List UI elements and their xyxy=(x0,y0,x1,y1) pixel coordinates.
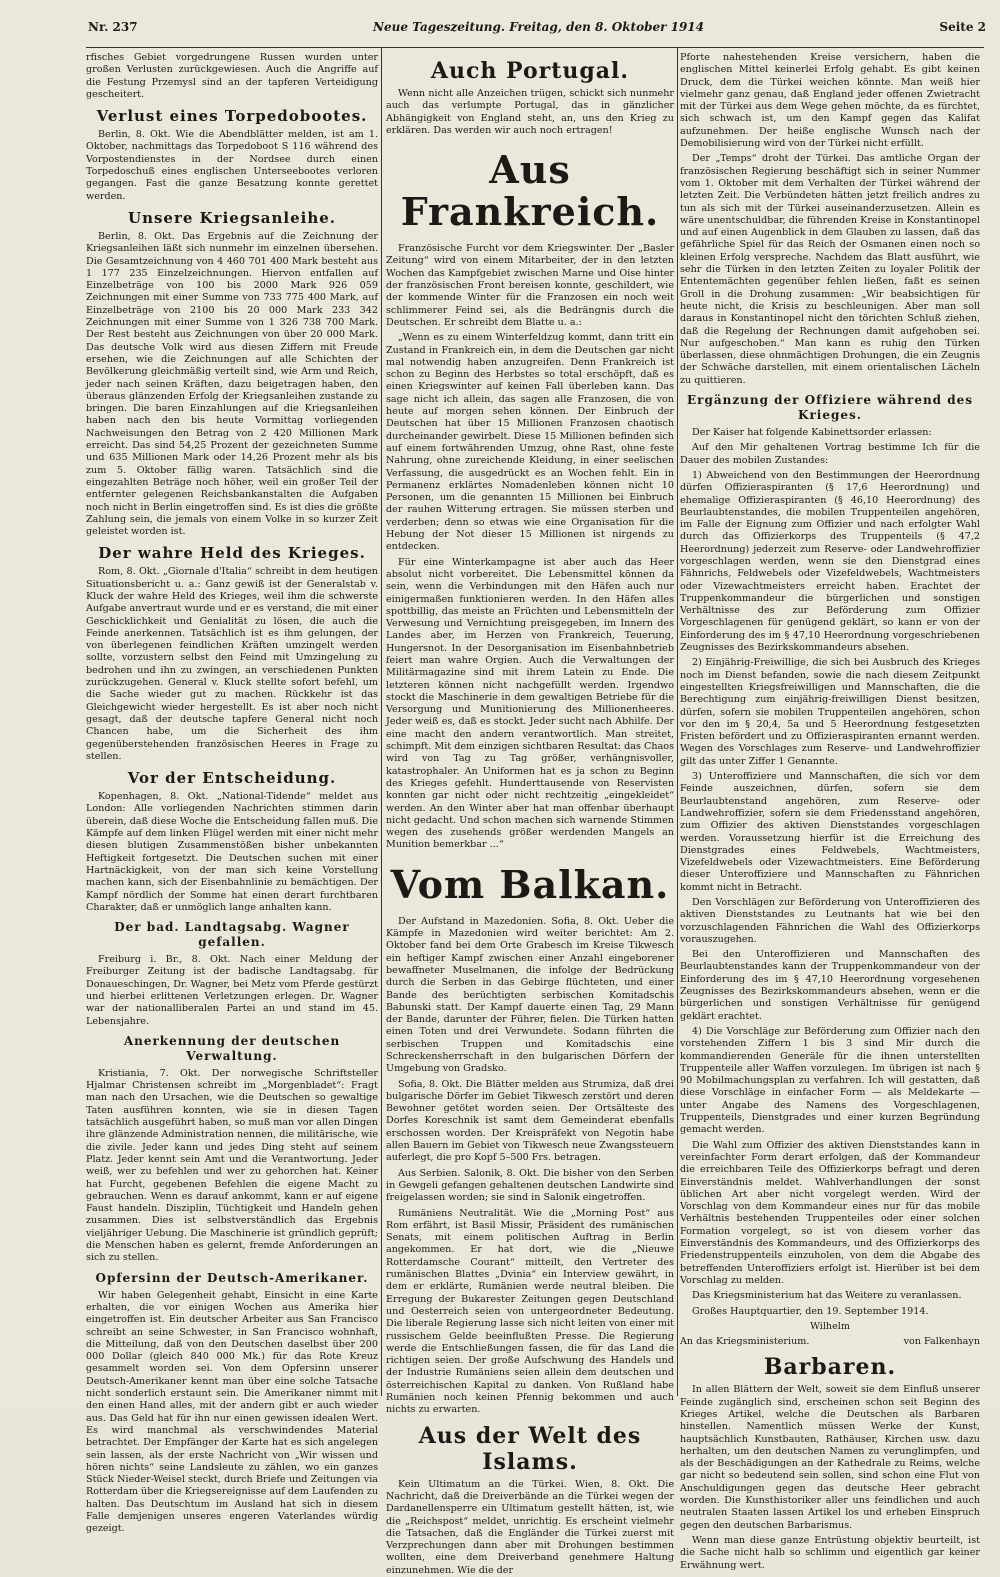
article-text: Wenn man diese ganze Entrüstung objektiv beurteilt, ist die Sache nicht halb so schlimm und eigentlich gar keiner Erwähnung wert. xyxy=(680,1534,980,1571)
article-text: Der „Temps“ droht der Türkei. Das amtliche Organ der französischen Regierung beschäftigt sich in seiner Nummer vom 1. Oktober mit dem Verhalten der Türkei während der letzten Zeit. Die Verbündeten hätten jetzt freilich andres zu tun als sich mit der Türkei auseinanderzusetzen. Allein es wäre unentschuldbar, die führenden Kreise in Konstantinopel und auf einen Augenblick in dem Glauben zu lassen, daß das gefährliche Spiel für das Reich der Osmanen einen noch so kleinen Erfolg verspreche. Nachdem das Blatt ausführt, wie sehr die Türken in den letzten Zeiten zu loyaler Politik der Ententemächten gegenüber fehlen ließen, faßt es seinen Groll in die Drohung zusammen: „Wir beabsichtigen für heute nicht, die Krisis zu beschleunigen. Aber man soll daraus in Konstantinopel nicht den törichten Schluß ziehen, daß die Regelung der Rechnungen damit aufgehoben sei. Nur aufgeschoben.“ Man kann es ruhig den Türken überlassen, diese ohnmächtigen Drohungen, die ein Zeugnis der Schwäche darstellen, mit einem orientalischen Lächeln zu quittieren. xyxy=(680,153,980,386)
article-text: 3) Unteroffiziere und Mannschaften, die sich vor dem Feinde auszeichnen, dürfen, sofern sie dem Beurlaubtenstand angehören, zum Reserve- oder Landwehroffizier, sofern sie dem Friedensstand angehören, zum Offizier des aktiven Dienststandes vorgeschlagen werden. Voraussetzung hierfür ist die Erreichung des Dienstgrades eines Feldwebels, Wachtmeisters, Vizefeldwebels oder Vizewachtmeisters. Eine Beförderung dieser Unteroffiziere und Mannschaften zu Fähnrichen kommt nicht in Betracht. xyxy=(680,771,980,893)
article-text: Kein Ultimatum an die Türkei. Wien, 8. Okt. Die Nachricht, daß die Dreiverbände an die Türkei wegen der Dardanellensperre ein Ultimatum gestellt hätten, ist, wie die „Reichspost“ meldet, unrichtig. Es erscheint vielmehr die Tatsachen, daß die Engländer die Türkei zuerst mit Verzprechungen dann aber mit Drohungen bestimmen wollten, eine dem Dreiverband genehmere Haltung einzunehmen. Wie die der xyxy=(386,1478,674,1576)
paper-date-line: Neue Tageszeitung. Freitag, den 8. Oktober 1914 xyxy=(373,20,704,34)
article-text: Kristiania, 7. Okt. Der norwegische Schriftsteller Hjalmar Christensen schreibt im „Morgenbladet“: Fragt man nach den Ursachen, wie die Deutschen so gewaltige Taten ausführen konnten, wie sie in diesen Tagen tatsächlich ausgeführt haben, so muß man vor allen Dingen ihre glänzende Administration nennen, die militärische, wie die zivile. Jeder kann und jedes Ding steht auf seinem Platz. Jeder kennt sein Amt und die Verantwortung. Jeder weiß, wer zu befehlen und wer zu gehorchen hat. Keiner hat Furcht, gegebenen Befehlen die eigene Macht zu gebrauchen. Wenn es darauf ankommt, kann er auf eigene Faust handeln. Disziplin, Tüchtigkeit und Handeln gehen zusammen. Dies ist selbstverständlich das Ergebnis vieljähriger Uebung. Die Maschinerie ist gründlich geprüft; die Menschen haben es gelernt, fremde Anforderungen an sich zu stellen. xyxy=(86,1067,378,1264)
article-text: Französische Furcht vor dem Kriegswinter. Der „Basler Zeitung“ wird von einem Mitarbeiter, der in den letzten Wochen das Kampfgebiet zwischen Marne und Oise hinter der französischen Front bereisen konnte, geschildert, wie der kommende Winter für die Franzosen ein noch weit schlimmerer Feind sei, als die Bedrängnis durch die Deutschen. Er schreibt dem Blatte u. a.: xyxy=(386,243,674,328)
column-1 xyxy=(86,52,378,1535)
article-text: Sofia, 8. Okt. Die Blätter melden aus Strumiza, daß drei bulgarische Dörfer im Gebiet Tikwesch zerstört und deren Bewohner getötet worden seien. Der Ortsälteste des Dorfes Koreschnik ist samt dem Gemeinderat ebenfalls erschossen worden. Der Kreispräfekt von Negotin habe allen Bauern im Gebiet von Tikwesch neue Zwangssteuern auferlegt, die pro Kopf 5–500 Frs. betragen. xyxy=(386,1078,674,1164)
article-text: Die Wahl zum Offizier des aktiven Dienststandes kann in vereinfachter Form derart erfolgen, daß der Kommandeur die erreichbaren Teile des Offizierkorps befragt und deren Einverständnis meldet. Wahlverhandlungen der sonst üblichen Art aber nicht vorgelegt werden. Wird der Vorschlag von dem Kommandeur eines nur für das mobile Verhältnis bestehenden Truppenteiles oder einer solchen Formation vorgelegt, so ist von diesem vorher das Einverständnis des Kommandeurs, und des Offizierkorps des Friedenstruppenteils einzuholen, von dem die Abgabe des betreffenden Unteroffiziers erfolgt ist. Hierüber ist bei dem Vorschlag zu melden. xyxy=(680,1139,980,1286)
countersignature: von Falkenhayn xyxy=(903,1336,980,1348)
article-text: Rom, 8. Okt. „Giornale d'Italia“ schreibt in dem heutigen Situationsbericht u. a.: Ganz gewiß ist der Generalstab v. Kluck der wahre Held des Krieges, weil ihm die schwerste Aufgabe anvertraut wurde und er es verstand, die mit einer Geschicklichkeit und Genialität zu lösen, die auch die Feinde anerkennen. Tatsächlich ist es ihm gelungen, der von überlegenen feindlichen Kräften umzingelt werden sollte, vorzustern selbst den Feind mit Umzingelung zu bedrohen und ihn zu zwingen, an verschiedenen Punkten zurückzugehen. General v. Kluck stellte sofort befehl, um die Sache wieder gut zu machen. Rückkehr ist das Gleichgewicht wieder hergestellt. Es ist aber noch nicht gesagt, daß der deutsche tapfere General nicht noch Chancen habe, um die Sicherheit des ihm gegenüberstehenden französischen Heeres in Frage zu stellen. xyxy=(86,566,378,762)
article-headline: Aus Frankreich. xyxy=(400,147,660,235)
article-text: Freiburg i. Br., 8. Okt. Nach einer Meldung der Freiburger Zeitung ist der badische Landtagsabg. für Donaueschingen, Dr. Wagner, bei Metz vom Pferde gestürzt und hierbei erlittenen Verletzungen erlegen. Dr. Wagner war der nationalliberalen Partei an und stand im 45. Lebensjahre. xyxy=(86,954,378,1027)
article-text: Aus Serbien. Salonik, 8. Okt. Die bisher von den Serben in Gewgeli gefangen gehaltenen deutschen Landwirte sind freigelassen worden; sie sind in Salonik eingetroffen. xyxy=(386,1167,674,1204)
article-text: 2) Einjährig-Freiwillige, die sich bei Ausbruch des Krieges noch im Dienst befanden, sowie die nach diesem Zeitpunkt eingestellten Kriegsfreiwilligen und Mannschaften, die die Berechtigung zum einjährig-freiwilligen Dienst besitzen, dürfen, sofern sie mobilen Truppenteilen angehören, schon vor den im § 20,4, 5a und 5 Heerordnung festgesetzten Fristen befördert und zu Offizieraspiranten ernannt werden. Wegen des Vorschlages zum Reserve- und Landwehroffizier gilt das unter Ziffer 1 Genannte. xyxy=(680,657,980,767)
article-text: Der Aufstand in Mazedonien. Sofia, 8. Okt. Ueber die Kämpfe in Mazedonien wird weiter berichtet: Am 2. Oktober fand bei dem Orte Grabesch im Kreise Tikwesch ein heftiger Kampf zwischen einer Anzahl eingeborener bewaffneter Muselmanen, die infolge der Bedrückung durch die Serben in das Gebirge flüchteten, und einer Bande des berüchtigten serbischen Komitadschis Babunski statt. Der Kampf dauerte einen Tag, 29 Mann der Bande, darunter der Führer, fielen. Die Türken hatten einen Toten und drei Verwundete. Sodann führten die serbischen Truppen und Komitadschis eine Schreckensherrschaft in den bulgarischen Dörfern der Umgebung von Gradsko. xyxy=(386,915,674,1075)
article-headline: Aus der Welt des Islams. xyxy=(418,1422,642,1475)
article-headline: Ergänzung der Offiziere während des Krieges. xyxy=(686,393,974,423)
article-text: Kopenhagen, 8. Okt. „National-Tidende“ meldet aus London: Alle vorliegenden Nachrichten stimmen darin überein, daß diese Woche die Entscheidung fallen muß. Die Kämpfe auf dem linken Flügel werden mit einer nicht mehr diesen blutigen Zusammenstößen bisher unbekannten Heftigkeit fortgesetzt. Die Deutschen suchen mit einer Hartnäckigkeit, von der man sich keine Vorstellung machen kann, sich der Eisenbahnlinie zu bemächtigen. Der Kampf nördlich der Somme hat einen derart furchtbaren Charakter, daß er unmöglich lange anhalten kann. xyxy=(86,791,378,913)
column-rule xyxy=(381,48,382,1396)
article-text: 1) Abweichend von den Bestimmungen der Heerordnung dürfen Offizieraspiranten (§ 17,6 Heerordnung) und ehemalige Offizieraspiranten (§ 46,10 Heerordnung) des Beurlaubtenstandes, die mobilen Truppenteilen angehören, im Falle der Eignung zum Offizier und nach erfolgter Wahl durch das Offizierkorps des Truppenteils (§ 47,2 Heerordnung) jederzeit zum Reserve- oder Landwehroffizier vorgeschlagen werden, wenn sie den Dienstgrad eines Fähnrichs, Feldwebels oder Vizefeldwebels, Wachtmeisters oder Vizewachtmeisters erreicht haben. Erachtet der Truppenkommandeur die bürgerlichen und sonstigen Verhältnisse des zur Beförderung zum Offizier Vorgeschlagenen für genügend geklärt, so kann er von der Einforderung des im § 47,10 Heerordnung vorgeschriebenen Zeugnisses des Bezirkskommandeurs absehen. xyxy=(680,469,980,654)
signature: Wilhelm xyxy=(810,1320,850,1332)
article-text: Für eine Winterkampagne ist aber auch das Heer absolut nicht vorbereitet. Die Lebensmittel können da sein, wenn die Verbindungen mit den Häfen auch nur einigermaßen funktionieren werden. In den Häfen alles spottbillig, das meiste an Früchten und Lebensmitteln der Verwesung und Vernichtung preisgegeben, im Innern des Landes aber, im Herzen von Frankreich, Teuerung, Hungersnot. In der Desorganisation im Eisenbahnbetrieb feiert man wahre Orgien. Auch die Verwaltungen der Militärmagazine sind mit ihrem Latein zu Ende. Die letzteren können nicht nachgefüllt werden. Irgendwo stockt die Maschinerie in dem gewaltigen Betriebe für die Versorgung und Munitionierung des Millionenheeres. Jeder weiß es, daß es stockt. Jeder sucht nach Abhilfe. Der eine macht den andern verantwortlich. Man streitet, schimpft. Mit dem einzigen sichtbaren Resultat: das Chaos wird von Tag zu Tag größer, verhängnisvoller, katastrophaler. An Uniformen hat es ja schon zu Beginn des Krieges gefehlt. Hunderttausende von Reservisten konnten gar nicht oder nicht rechtzeitig „eingekleidet“ werden. An den Winter aber hat man offenbar überhaupt nicht gedacht. Und schon machen sich warnende Stimmen wegen des zusehends größer werdenden Mangels an Munition bemerkbar ...“ xyxy=(386,556,674,851)
article-text: Berlin, 8. Okt. Wie die Abendblätter melden, ist am 1. Oktober, nachmittags das Torpedoboot S 116 während des Vorpostendienstes in der Nordsee durch einen Torpedoschuß eines englischen Unterseebootes verloren gegangen. Fast die ganze Besatzung konnte gerettet werden. xyxy=(86,129,378,202)
article-headline: Der wahre Held des Krieges. xyxy=(98,544,366,563)
article-headline: Opfersinn der Deutsch-Amerikaner. xyxy=(95,1270,369,1285)
article-text: Den Vorschlägen zur Beförderung von Unteroffizieren des aktiven Dienststandes zu Leutnants hat wie bei den vorzuschlagenden Fähnrichen die Wahl des Offizierkorps vorauszugehen. xyxy=(680,897,980,945)
article-text: „Wenn es zu einem Winterfeldzug kommt, dann tritt ein Zustand in Frankreich ein, in dem die Deutschen gar nicht mal notwendig haben anzugreifen. Denn Frankreich ist schon zu Beginn des Herbstes so total erschöpft, daß es einen Kriegswinter auf keinen Fall überleben kann. Das sage nicht ich allein, das sagen alle Franzosen, die von heute auf morgen sehen können. Der Einbruch der Deutschen hat über 15 Millionen Franzosen chaotisch durcheinander gewirbelt. Diese 15 Millionen befinden sich auf einem fortwährenden Umzug, ohne Rast, ohne feste Nahrung, ohne zureichende Kleidung, in einer seelischen Verfassung, die ausgedrückt es an Wochen fehlt. Ein in Permanenz erklärtes Nomadenleben können nicht 10 Personen, um die genannten 15 Millionen bei Einbruch der rauhen Witterung ertragen. Sie müssen sterben und verderben; denn so etwas wie eine Organisation für die Hebung der Not dieser 15 Millionen ist nirgends zu entdecken. xyxy=(386,332,674,553)
article-text: Rumäniens Neutralität. Wie die „Morning Post“ aus Rom erfährt, ist Basil Missir, Präsident des rumänischen Senats, mit einem politischen Auftrag in Berlin angekommen. Er hat dort, wie die „Nieuwe Rotterdamsche Courant“ mitteilt, den Vertreter des rumänischen Blattes „Dvinia“ ein Interview gewährt, in dem er erklärte, Rumänien werde neutral bleiben. Die Erregung der Bukarester Zeitungen gegen Deutschland und Oesterreich seien von untergeordneter Bedeutung. Die liberale Regierung lasse sich nicht leiten von einer mit russischem Gelde beeinflußten Presse. Die Regierung werde die Entschließungen fassen, die für das Land die richtigen seien. Der große Aufschwung des Handels und der Industrie Rumäniens seien allein dem deutschen und österreichischen Kapital zu danken. Von Rußland habe Rumänien noch keinen Pfennig bekommen und auch nichts zu erwarten. xyxy=(386,1207,674,1416)
article-headline: Barbaren. xyxy=(763,1354,897,1381)
article-headline: Der bad. Landtagsabg. Wagner gefallen. xyxy=(114,920,350,950)
article-headline: Anerkennung der deutschen Verwaltung. xyxy=(123,1033,341,1063)
article-text: Großes Hauptquartier, den 19. September 1914. xyxy=(692,1305,929,1317)
article-headline: Verlust eines Torpedobootes. xyxy=(96,107,368,126)
article-text: Auf den Mir gehaltenen Vortrag bestimme Ich für die Dauer des mobilen Zustandes: xyxy=(680,442,980,466)
masthead-rule xyxy=(86,47,984,48)
article-text: Bei den Unteroffizieren und Mannschaften des Beurlaubtenstandes kann der Truppenkommandeur von der Einforderung des im § 47,10 Heerordnung vorgesehenen Zeugnisses des Bezirkskommandeurs absehen, wenn er die bürgerlichen und sonstigen Verhältnisse für genügend geklärt erachtet. xyxy=(680,949,980,1022)
page-number: Seite 2 xyxy=(939,20,986,34)
article-headline: Vor der Entscheidung. xyxy=(127,769,337,788)
article-headline: Unsere Kriegsanleihe. xyxy=(128,208,336,227)
article-headline: Auch Portugal. xyxy=(430,58,630,84)
article-text: In allen Blättern der Welt, soweit sie dem Einfluß unserer Feinde zugänglich sind, erscheinen schon seit Beginn des Krieges Artikel, welche die Deutschen als Barbaren hinstellen. Namentlich müssen Werke der Kunst, hauptsächlich Kunstbauten, Rathäuser, Kirchen usw. dazu herhalten, um den deutschen Namen zu verunglimpfen, und als der Beschädigungen an der Kathedrale zu Reims, welche gar nicht so bedeutend sein sollen, sind schon eine Flut von Anschuldigungen gegen das deutsche Heer gebracht worden. Die Kunsthistoriker aller uns feindlichen und auch neutralen Staaten lassen Artikel los und erheben Einspruch gegen den deutschen Barbarismus. xyxy=(680,1384,980,1531)
article-text: rfisches Gebiet vorgedrungene Russen wurden unter großen Verlusten zurückgewiesen. Auch die Angriffe auf die Festung Przemysl sind an der tapferen Verteidigung gescheitert. xyxy=(86,52,378,100)
article-text: Wir haben Gelegenheit gehabt, Einsicht in eine Karte erhalten, die vor einigen Wochen aus Amerika hier eingetroffen ist. Ein deutscher Arbeiter aus San Francisco schreibt an seine Schwester, in San Francisco wohnhaft, die Mitteilung, daß von den Deutschen daselbst über 200 000 Dollar (gleich 840 000 Mk.) für das Rote Kreuz gesammelt worden sei. Von dem Opfersinn unserer Deutsch-Amerikaner kennt man über eine solche Tatsache nicht sonderlich erstaunt sein. Die Amerikaner nimmt mit den einen Hand alles, mit der andern gibt er auch wieder aus. Das Geld hat für ihn nur einen gewissen idealen Wert. Es wird manchmal als verschwindendes Material betrachtet. Der Empfänger der Karte hat es sich angelegen sein lassen, als der erste Nachricht von „Wir wissen und hören nichts“ seine Landsleute zu zählen, wo ein ganzes Stück Nieder-Weisel steckt, durch Briefe und Zeitungen via Rotterdam über die Kriegsereignisse auf dem Laufenden zu halten. Das Deutschtum im Ausland hat sich in diesem Falle demjenigen unseres engeren Vaterlandes würdig gezeigt. xyxy=(86,1289,378,1535)
addressee: An das Kriegsministerium. xyxy=(680,1336,810,1348)
article-text: 4) Die Vorschläge zur Beförderung zum Offizier nach den vorstehenden Ziffern 1 bis 3 sind Mir durch die kommandierenden Generäle für die ihnen unterstellten Truppenteile aller Waffen vorzulegen. Im übrigen ist nach § 90 Mobilmachungsplan zu verfahren. Ich will gestatten, daß diese Vorschläge in einfacher Form — als Meldekarte — unter Angabe des Namens des Vorgeschlagenen, Truppenteils, Dienstgrades und einer kurzen Begründung gemacht werden. xyxy=(680,1025,980,1136)
article-text: Wenn nicht alle Anzeichen trügen, schickt sich nunmehr auch das verlumpte Portugal, das in gänzlicher Abhängigkeit von England steht, an, uns den Krieg zu erklären. Das werden wir auch noch ertragen! xyxy=(386,88,674,136)
column-2 xyxy=(386,52,674,1576)
masthead xyxy=(88,20,986,50)
signature-line xyxy=(680,1336,980,1348)
column-3 xyxy=(680,52,980,1571)
article-headline: Vom Balkan. xyxy=(390,861,670,907)
article-text: Das Kriegsministerium hat das Weitere zu veranlassen. xyxy=(692,1290,962,1302)
issue-number: Nr. 237 xyxy=(88,20,138,34)
article-text: Pforte nahestehenden Kreise versichern, haben die englischen Mittel keinerlei Erfolg gehabt. Es gibt keinen Druck, dem die Türkei weichen könnte. Man weiß hier vielmehr ganz genau, daß England jeder offenen Zwietracht mit der Türkei aus dem Wege gehen möchte, da es fürchtet, sich schwach ist, um den Kampf gegen das Kalifat aufzunehmen. Der heiße englische Wunsch nach der Demobilisierung wird von der Türkei nicht erfüllt. xyxy=(680,52,980,150)
article-text: Der Kaiser hat folgende Kabinettsorder erlassen: xyxy=(692,427,932,439)
column-rule xyxy=(677,48,678,1396)
article-text: Berlin, 8. Okt. Das Ergebnis auf die Zeichnung der Kriegsanleihen läßt sich nunmehr im einzelnen übersehen. Die Gesamtzeichnung von 4 460 701 400 Mark besteht aus 1 177 235 Einzelzeichnungen. Hiervon entfallen auf Einzelbeträge von 100 bis 2000 Mark 926 059 Zeichnungen mit einer Summe von 733 775 400 Mark, auf Einzelbeträge von 2100 bis 20 000 Mark 233 342 Zeichnungen mit einer Summe von 1 326 738 700 Mark. Der Rest besteht aus Zeichnungen von über 20 000 Mark. Das deutsche Volk wird aus diesen Ziffern mit Freude ersehen, wie die Zeichnungen auf alle Schichten der Bevölkerung gleichmäßig verteilt sind, wie Arm und Reich, jeder nach seinen Kräften, dazu beigetragen haben, den überaus glänzenden Erfolg der Kriegsanleihen zustande zu bringen. Die baren Einzahlungen auf die Kriegsanleihen haben nach den bis heute Vormittag vorliegenden Nachweisungen den Betrag von 2 420 Millionen Mark erreicht. Das sind 54,25 Prozent der gezeichneten Summe und 635 Millionen Mark oder 14,26 Prozent mehr als bis zum 5. Oktober fällig waren. Tatsächlich sind die eingezahlten Beträge noch höher, weil ein großer Teil der entfernter gelegenen Reichsbankanstalten die Aufgaben noch nicht in Berlin eingetroffen sind. Es ist dies die größte Zahlung sein, die jemals von einem Volke in so kurzer Zeit geleistet worden ist. xyxy=(86,230,378,538)
